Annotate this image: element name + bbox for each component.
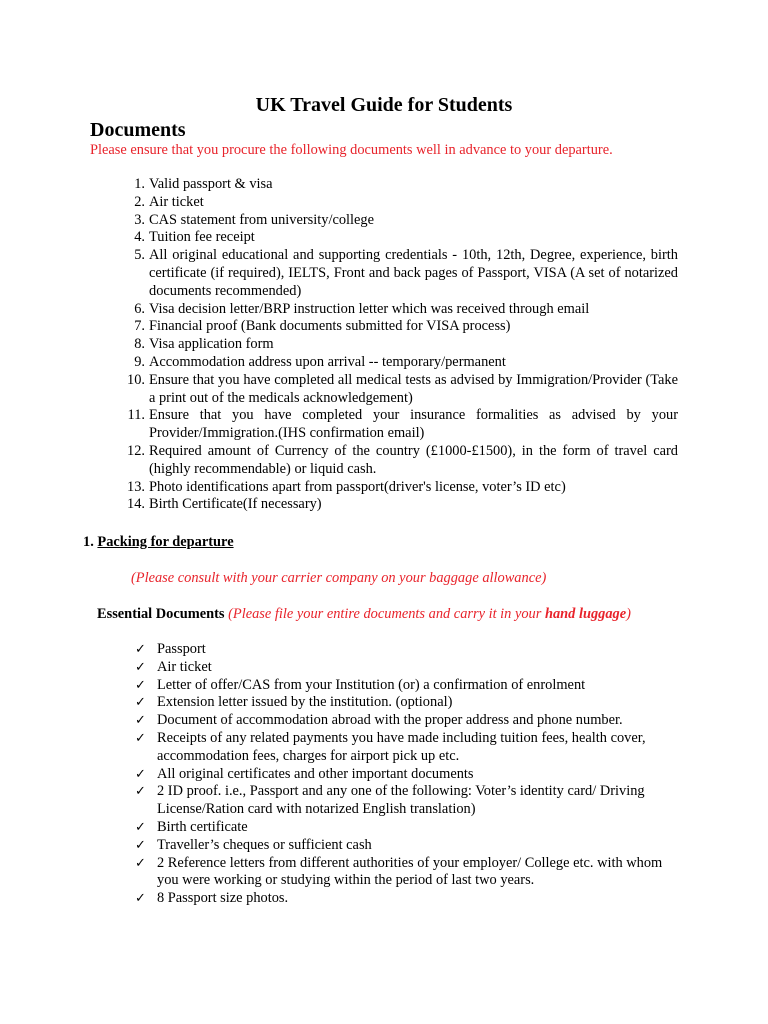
- list-item-number: 4.: [134, 229, 145, 246]
- document-list-item: [134, 211, 678, 230]
- list-item-number: 14.: [127, 496, 145, 513]
- essential-label: Essential Documents: [97, 606, 225, 622]
- essential-documents-heading: [97, 605, 631, 623]
- document-list-item: [127, 478, 678, 497]
- essential-documents-list: [0, 641, 678, 908]
- document-list-item: [134, 229, 678, 247]
- checkmark-icon: ✓: [135, 642, 146, 657]
- list-item-number: 2.: [134, 193, 145, 210]
- checklist-item-text: Passport: [157, 641, 206, 657]
- packing-title: Packing for departure: [97, 534, 234, 550]
- list-item-text: Ensure that you have completed all medical tests as advised by Immigration/Provider (Take a print out of the medicals acknowledgement): [149, 371, 678, 406]
- list-item-number: 1.: [134, 176, 145, 192]
- essential-note: (Please file your entire documents and carry it in your: [228, 606, 542, 622]
- documents-list: [0, 176, 678, 514]
- checkmark-icon: ✓: [135, 819, 146, 835]
- list-item-text: Required amount of Currency of the country (£1000-£1500), in the form of travel card (highly recommendable) or liquid cash.: [149, 442, 678, 477]
- checklist-item-text: All original certificates and other important documents: [157, 765, 474, 782]
- document-list-item: [134, 300, 678, 319]
- checklist-item: [135, 890, 678, 908]
- list-item-number: 3.: [134, 211, 145, 228]
- list-item-number: 6.: [134, 300, 145, 317]
- list-item-text: Valid passport & visa: [149, 176, 273, 192]
- checkmark-icon: ✓: [135, 659, 146, 675]
- checklist-item-text: 8 Passport size photos.: [157, 890, 289, 907]
- document-list-item: [127, 442, 678, 479]
- documents-intro: Please ensure that you procure the following documents well in advance to your departure.: [90, 142, 613, 158]
- list-item-number: 12.: [127, 442, 145, 459]
- essential-note-close: ): [626, 606, 631, 622]
- document-list-item: [134, 176, 678, 194]
- page-title: UK Travel Guide for Students: [255, 94, 513, 116]
- list-item-number: 10.: [127, 371, 145, 388]
- checkmark-icon: ✓: [135, 891, 146, 907]
- list-item-text: All original educational and supporting credentials - 10th, 12th, Degree, experience, birth certificate (if required), IELTS, Front and back pages of Passport, VISA (A set of notarized documents recommended): [149, 247, 678, 299]
- checklist-item: [135, 854, 678, 891]
- list-item-text: Accommodation address upon arrival -- temporary/permanent: [149, 353, 506, 370]
- list-item-text: Photo identifications apart from passport(driver's license, voter’s ID etc): [149, 478, 566, 495]
- checklist-item: [135, 676, 678, 695]
- packing-heading: [83, 533, 234, 551]
- list-item-text: Tuition fee receipt: [149, 229, 255, 246]
- checklist-item: [135, 694, 678, 712]
- list-item-text: Air ticket: [149, 193, 204, 210]
- list-item-text: Visa decision letter/BRP instruction letter which was received through email: [149, 300, 590, 317]
- checklist-item-text: Birth certificate: [157, 818, 248, 835]
- document-list-item: [127, 496, 678, 514]
- checklist-item: [135, 765, 678, 784]
- document-list-item: [134, 193, 678, 212]
- checklist-item: [135, 729, 678, 766]
- list-item-text: Birth Certificate(If necessary): [149, 496, 322, 513]
- checkmark-icon: ✓: [135, 837, 146, 853]
- document-list-item: [134, 318, 678, 336]
- document-list-item: [134, 353, 678, 372]
- list-item-number: 8.: [134, 336, 145, 353]
- checkmark-icon: ✓: [135, 713, 146, 729]
- checklist-item-text: Document of accommodation abroad with the proper address and phone number.: [157, 712, 623, 729]
- list-item-text: CAS statement from university/college: [149, 211, 375, 228]
- checklist-item: [135, 818, 678, 837]
- checkmark-icon: ✓: [135, 730, 146, 746]
- checklist-item-text: Extension letter issued by the institution. (optional): [157, 694, 453, 711]
- document-list-item: [127, 371, 678, 408]
- checkmark-icon: ✓: [135, 677, 146, 693]
- documents-heading: Documents: [90, 119, 186, 141]
- document-list-item: [134, 247, 678, 300]
- checkmark-icon: ✓: [135, 695, 146, 711]
- document-list-item: [134, 336, 678, 354]
- checklist-item-text: Traveller’s cheques or sufficient cash: [157, 836, 372, 853]
- list-item-number: 5.: [134, 247, 145, 264]
- checklist-item-text: Air ticket: [157, 658, 212, 675]
- checklist-item: [135, 836, 678, 855]
- list-item-number: 11.: [127, 407, 145, 424]
- checklist-item-text: Letter of offer/CAS from your Institution (or) a confirmation of enrolment: [157, 676, 586, 693]
- checklist-item: [135, 712, 678, 730]
- packing-number: 1.: [83, 534, 94, 550]
- checklist-item: [135, 641, 678, 659]
- document-list-item: [127, 407, 678, 443]
- hand-luggage-highlight: hand luggage: [544, 606, 627, 622]
- list-item-number: 9.: [134, 353, 145, 370]
- list-item-number: 7.: [134, 318, 145, 335]
- list-item-number: 13.: [127, 478, 145, 495]
- checklist-item-text: Receipts of any related payments you have made including tuition fees, health cover, accommodation fees, charges for airport pick up etc.: [157, 729, 646, 764]
- baggage-note: (Please consult with your carrier company on your baggage allowance): [131, 570, 547, 586]
- checklist-item-text: 2 ID proof. i.e., Passport and any one of the following: Voter’s identity card/ Driving License/Ration card with notarized English translation): [157, 783, 645, 818]
- checklist-item: [135, 783, 678, 819]
- list-item-text: Financial proof (Bank documents submitted for VISA process): [149, 318, 511, 335]
- checkmark-icon: ✓: [135, 766, 146, 782]
- list-item-text: Ensure that you have completed your insurance formalities as advised by your Provider/Immigration.(IHS confirmation email): [149, 407, 678, 442]
- checkmark-icon: ✓: [135, 855, 146, 871]
- list-item-text: Visa application form: [149, 336, 274, 353]
- checklist-item-text: 2 Reference letters from different authorities of your employer/ College etc. with whom you were working or studying within the period of last two years.: [157, 854, 663, 889]
- checklist-item: [135, 658, 678, 677]
- checkmark-icon: ✓: [135, 784, 146, 800]
